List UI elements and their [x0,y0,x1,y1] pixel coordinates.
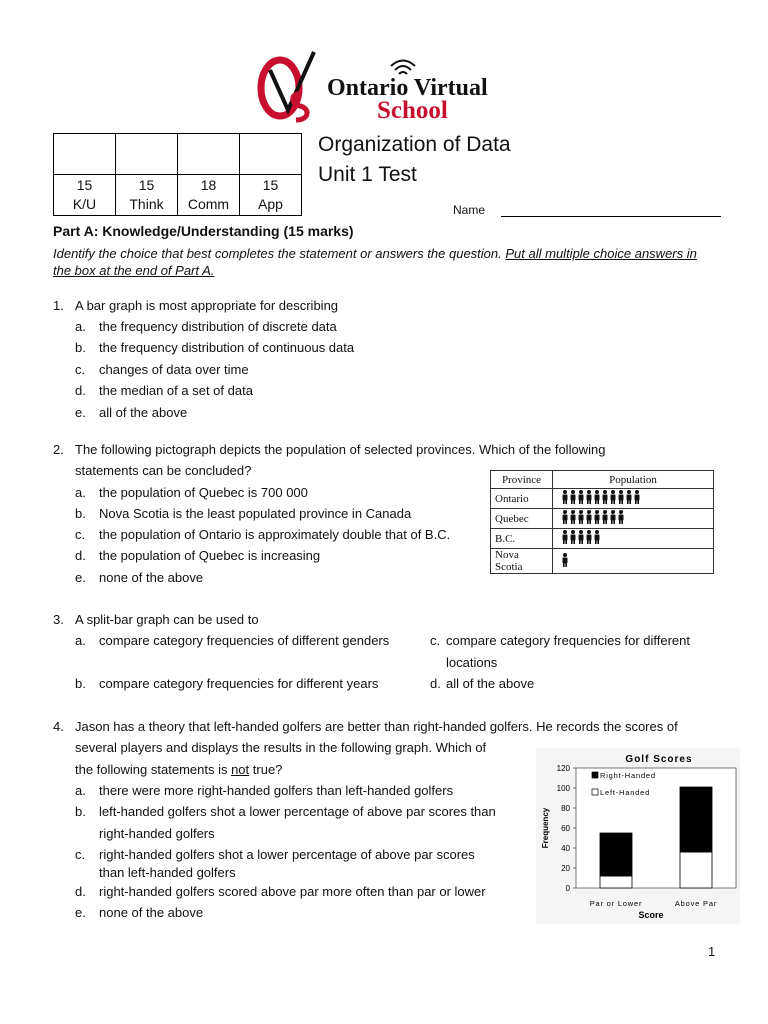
person-icon [571,510,576,524]
name-line[interactable] [501,205,721,217]
part-a-instructions: Identify the choice that best completes the statement or answers the question. Put all multiple choice answers in the box at the end of Part A. [53,246,697,278]
y-tick-label: 100 [556,784,570,793]
y-tick-label: 80 [561,804,570,813]
x-tick-label: Par or Lower [589,899,643,908]
pictograph-header-population: Population [553,471,714,489]
person-icon [571,490,576,504]
marks-cell-think [116,134,178,175]
part-a-heading: Part A: Knowledge/Understanding (15 marks) [53,223,354,239]
person-icon [603,490,608,504]
y-tick-label: 60 [561,824,570,833]
pictograph-province: Quebec [491,509,553,529]
person-icon [563,530,568,544]
pictograph-icons [553,489,714,509]
y-axis-label: Frequency [541,807,550,849]
logo-text-school: School [377,97,448,124]
person-icon [579,510,584,524]
golf-scores-chart [536,748,740,924]
person-icon [619,510,624,524]
ovs-logo-mark [250,48,330,126]
person-icon [611,490,616,504]
person-icon [579,490,584,504]
person-icon [619,490,624,504]
person-icon [563,490,568,504]
bar-segment [600,833,632,876]
marks-cell-ku [54,134,116,175]
logo [250,48,530,126]
pictograph-icons [553,509,714,529]
chart-title: Golf Scores [625,754,693,765]
marks-total-app: 15 App [240,175,302,216]
person-icon [595,490,600,504]
pictograph-icons [553,529,714,549]
bar-segment [680,787,712,852]
person-icon [579,530,584,544]
marks-cell-comm [178,134,240,175]
pictograph-province: Nova Scotia [491,549,553,574]
person-icon [635,490,640,504]
marks-table [53,133,302,216]
pictograph-icons [553,549,714,574]
name-field[interactable] [453,203,721,217]
y-tick-label: 120 [556,764,570,773]
person-icon [587,510,592,524]
legend-swatch [592,772,598,778]
bar-segment [600,876,632,888]
pictograph-table [490,470,714,574]
legend-label: Right-Handed [600,771,656,780]
marks-total-comm: 18 Comm [178,175,240,216]
person-icon [587,490,592,504]
person-icon [563,553,568,567]
wifi-icon [388,57,418,77]
name-label: Name [453,203,486,217]
y-tick-label: 40 [561,844,570,853]
pictograph-header-province: Province [491,471,553,489]
x-tick-label: Above Par [674,899,718,908]
legend-label: Left-Handed [600,788,651,797]
person-icon [563,510,568,524]
x-axis-label: Score [638,910,664,920]
page-title: Organization of Data Unit 1 Test [318,133,511,186]
person-icon [603,510,608,524]
legend-swatch [592,789,598,795]
page-number: 1 [708,944,716,959]
bar-segment [680,852,712,888]
y-tick-label: 0 [565,884,570,893]
person-icon [611,510,616,524]
pictograph-province: Ontario [491,489,553,509]
person-icon [587,530,592,544]
person-icon [595,510,600,524]
y-tick-label: 20 [561,864,570,873]
logo-text-ontario-virtual: Ontario Virtual [327,75,488,101]
pictograph-province: B.C. [491,529,553,549]
marks-total-think: 15 Think [116,175,178,216]
marks-total-ku: 15 K/U [54,175,116,216]
person-icon [571,530,576,544]
marks-cell-app [240,134,302,175]
person-icon [627,490,632,504]
person-icon [595,530,600,544]
